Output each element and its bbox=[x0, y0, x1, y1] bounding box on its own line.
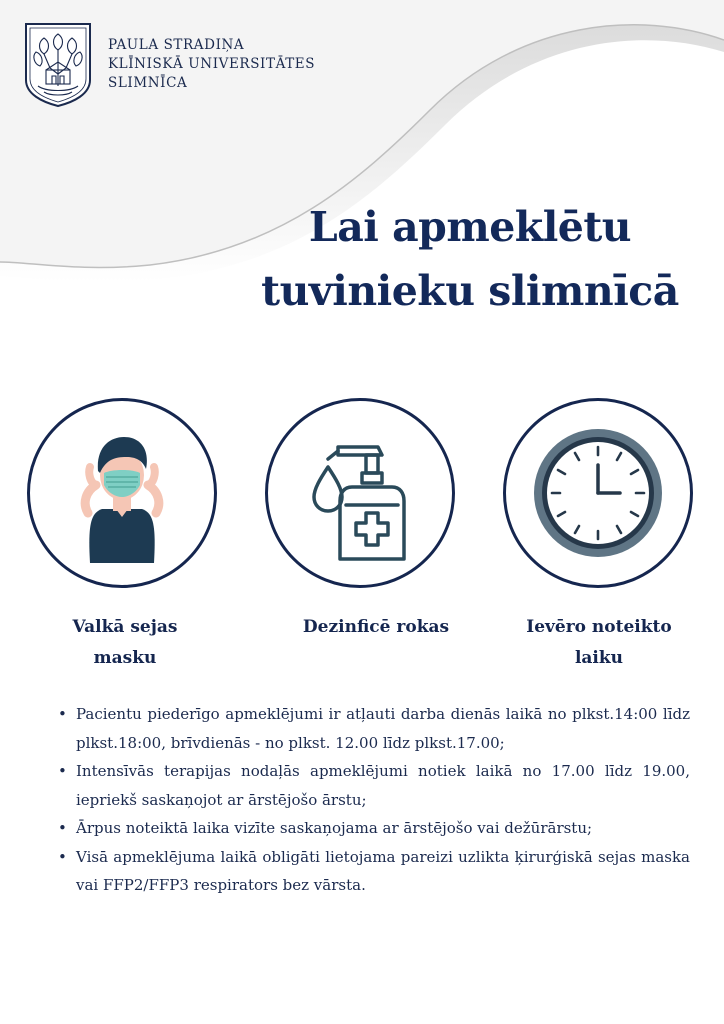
sanitizer-circle bbox=[265, 398, 455, 588]
clock-icon bbox=[506, 401, 690, 585]
hospital-name bbox=[108, 36, 315, 93]
hospital-name-line: SLIMNĪCA bbox=[108, 75, 188, 91]
clock-circle bbox=[503, 398, 693, 588]
hospital-name-line: KLĪNISKĀ UNIVERSITĀTES bbox=[108, 56, 316, 72]
sanitizer-bottle-icon bbox=[268, 401, 452, 585]
face-mask-person-icon bbox=[30, 401, 214, 585]
page-title-line: Lai apmeklētu bbox=[308, 203, 632, 251]
caption-line: Ievēro noteikto bbox=[526, 617, 672, 637]
list-item: • Intensīvās terapijas nodaļās apmeklējumi notiek laikā no 17.00 līdz 19.00, iepriekš saskaņojot ar ārstējošo ārstu; bbox=[56, 757, 690, 814]
list-item: • Ārpus noteiktā laika vizīte saskaņojama ar ārstējošo vai dežūrārstu; bbox=[56, 814, 690, 843]
list-item: • Visā apmeklējuma laikā obligāti lietojama pareizi uzlikta ķirurģiskā sejas maska vai FFP2/FFP3 respirators bez vārsta. bbox=[56, 843, 690, 900]
list-item: • Pacientu piederīgo apmeklējumi ir atļauti darba dienās laikā no plkst.14:00 līdz plkst.18:00, brīvdienās - no plkst. 12.00 līdz plkst.17.00; bbox=[56, 700, 690, 757]
mask-circle bbox=[27, 398, 217, 588]
caption-line: Valkā sejas bbox=[72, 617, 178, 637]
hospital-logo-icon bbox=[24, 22, 92, 108]
caption-clock bbox=[499, 612, 699, 674]
caption-line: Dezinficē rokas bbox=[302, 617, 450, 637]
hospital-name-line: PAULA STRADIŅA bbox=[108, 37, 245, 53]
page-title-line: tuvinieku slimnīcā bbox=[261, 267, 679, 315]
caption-sanitizer bbox=[276, 612, 476, 643]
visiting-rules-list bbox=[56, 700, 690, 900]
page-title bbox=[210, 195, 724, 323]
caption-line: laiku bbox=[574, 648, 624, 668]
caption-line: masku bbox=[93, 648, 157, 668]
caption-mask bbox=[25, 612, 225, 674]
